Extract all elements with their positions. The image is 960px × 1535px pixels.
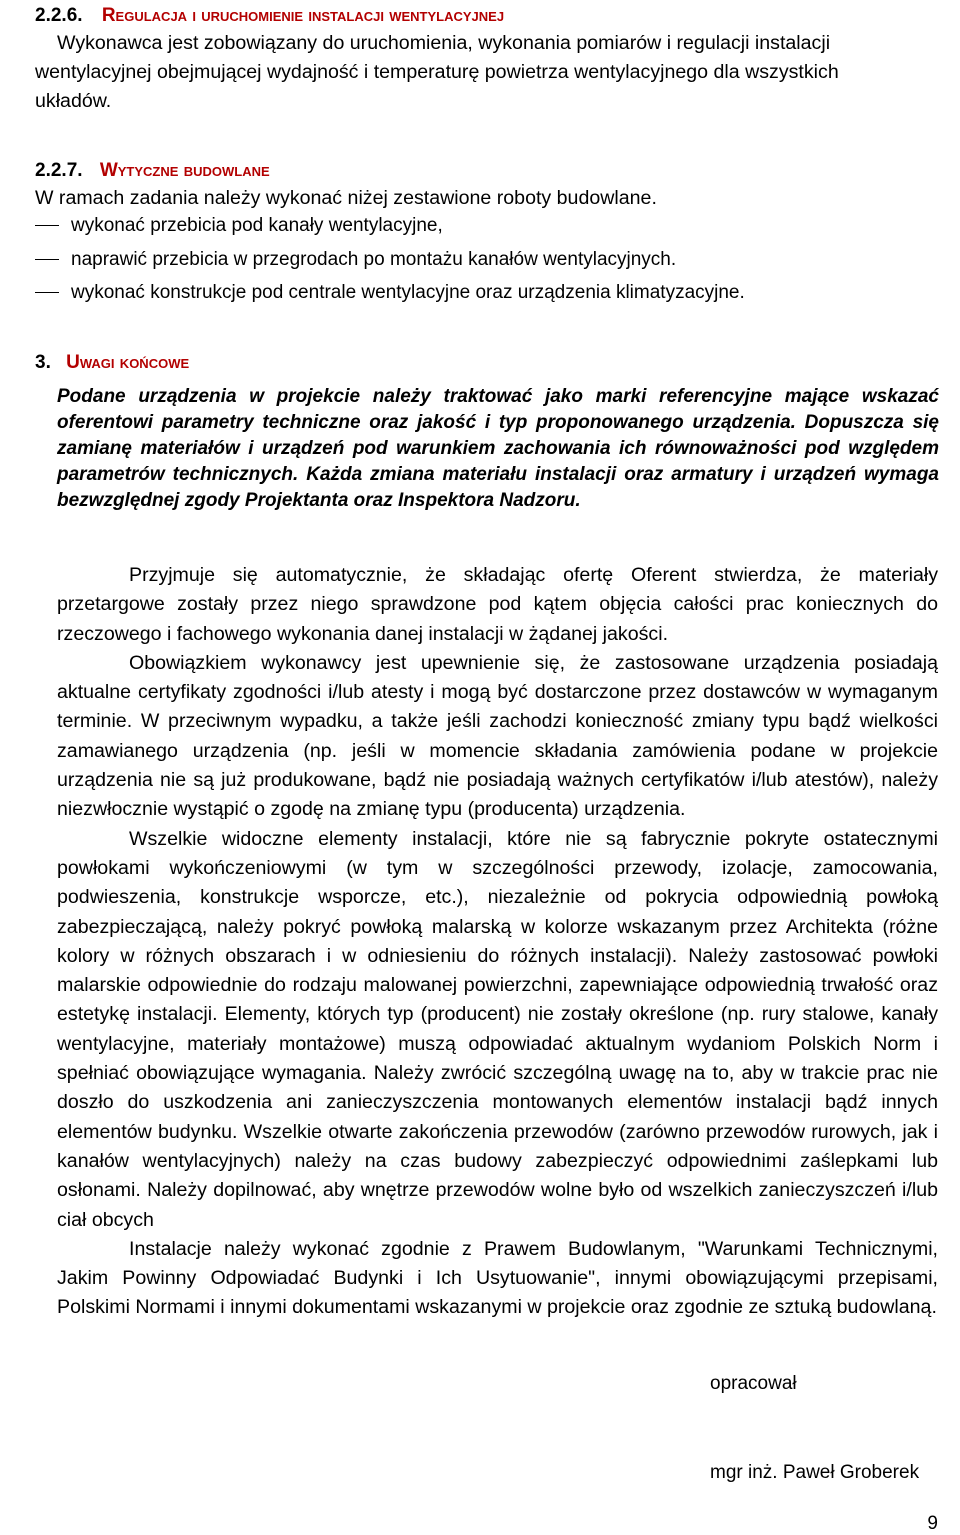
section-title: Regulacja i uruchomienie instalacji wentylacyjnej: [101, 5, 505, 26]
page-number: 9: [927, 1513, 938, 1534]
section-heading-3: [35, 350, 189, 376]
paragraph-line: W ramach zadania należy wykonać niżej zestawione roboty budowlane.: [35, 187, 657, 209]
paragraph: Przyjmuje się automatycznie, że składając ofertę Oferent stwierdza, że materiały przetargowe zostały przez niego sprawdzone pod kątem objęcia całości prac koniecznych do rzeczowego i fachowego wykonania danej instalacji w żądanej jakości.: [57, 564, 938, 645]
section-heading-2-2-7: [35, 158, 270, 184]
section-title: Uwagi końcowe: [66, 352, 190, 373]
paragraph-line: Wykonawca jest zobowiązany do uruchomienia, wykonania pomiarów i regulacji instalacji: [57, 32, 831, 54]
dash-bullet: [35, 292, 59, 293]
section-number: 2.2.6.: [35, 5, 83, 26]
list-item-text: wykonać przebicia pod kanały wentylacyjne,: [71, 215, 443, 236]
section-title: Wytyczne budowlane: [99, 160, 270, 181]
body-paragraphs: [57, 561, 938, 1323]
signature-label: opracował: [710, 1373, 797, 1394]
list-item-text: wykonać konstrukcje pod centrale wentylacyjne oraz urządzenia klimatyzacyjne.: [71, 282, 745, 303]
dash-bullet: [35, 225, 59, 226]
list-item: [35, 213, 915, 239]
list-item: [35, 247, 915, 273]
section-heading-2-2-6: [35, 3, 504, 29]
paragraph-line: wentylacyjnej obejmującej wydajność i temperaturę powietrza wentylacyjnego dla wszystkich: [35, 61, 839, 83]
paragraph-line: układów.: [35, 90, 112, 112]
list-item: [35, 280, 915, 306]
paragraph: Obowiązkiem wykonawcy jest upewnienie się, że zastosowane urządzenia posiadają aktualne certyfikaty zgodności i/lub atesty i mogą być dostarczone przez dostawców w wymaganym terminie. W przeciwnym wypadku, a także jeśli zachodzi konieczność zmiany typu bądź wielkości zamawianego urządzenia (np. jeśli w momencie składania zamówienia podane w projekcie urządzenia nie są już produkowane, bądź nie posiadają ważnych certyfikatów i/lub atestów), należy niezwłocznie wystąpić o zgodę na zmianę typu (producenta) urządzenia.: [57, 651, 938, 821]
list-item-text: naprawić przebicia w przegrodach po montażu kanałów wentylacyjnych.: [71, 249, 677, 270]
section-number: 2.2.7.: [35, 160, 83, 181]
section-number: 3.: [35, 352, 51, 373]
paragraph: Instalacje należy wykonać zgodnie z Prawem Budowlanym, "Warunkami Technicznymi, Jakim Powinny Odpowiadać Budynki i Ich Usytuowanie", innymi obowiązującymi przepisami, Polskimi Normami i innymi dokumentami wskazanymi w projekcie oraz zgodnie ze sztuką budowlaną.: [57, 1237, 938, 1319]
important-note: Podane urządzenia w projekcie należy traktować jako marki referencyjne mające wskazać oferentowi parametry techniczne oraz jakość i typ proponowanego urządzenia. Dopuszcza się zamianę materiałów i urządzeń pod warunkiem zachowania ich równoważności pod względem parametrów technicznych. Każda zmiana materiału instalacji oraz armatury i urządzeń wymaga bezwzględnej zgody Projektanta oraz Inspektora Nadzoru.: [57, 386, 939, 511]
signature-name: mgr inż. Paweł Groberek: [710, 1462, 920, 1483]
paragraph: Wszelkie widoczne elementy instalacji, które nie są fabrycznie pokryte ostatecznymi powłokami wykończeniowymi (w tym w szczególności przewody, izolacje, zamocowania, podwieszenia, konstrukcje wsporcze, etc.), niezależnie od pokrycia odpowiednią powłoką zabezpieczającą, należy pokryć powłoką malarską w kolorze wskazanym przez Architekta (różne kolory w różnych obszarach i w odniesieniu do różnych instalacji). Należy zastosować powłoki malarskie odpowiednie do rodzaju malowanej powierzchni, zapewniające odpowiednią trwałość oraz estetykę instalacji. Elementy, których typ (producent) nie zostały określone (np. rury stalowe, kanały wentylacyjne, materiały montażowe) muszą odpowiadać aktualnym wydaniom Polskich Norm i spełniać obowiązujące wymagania. Należy zwrócić szczególną uwagę na to, aby w trakcie prac nie doszło do uszkodzenia ani zanieczyszczenia montowanych elementów instalacji bądź innych elementów budynku. Wszelkie otwarte zakończenia przewodów (zarówno przewodów rurowych, jak i kanałów wentylacyjnych) należy na czas budowy zabezpieczyć odpowiednimi zaślepkami lub osłonami. Należy dopilnować, aby wnętrze przewodów wolne było od wszelkich zanieczyszczeń i/lub ciał obcych: [57, 827, 938, 1231]
dash-bullet: [35, 259, 59, 260]
